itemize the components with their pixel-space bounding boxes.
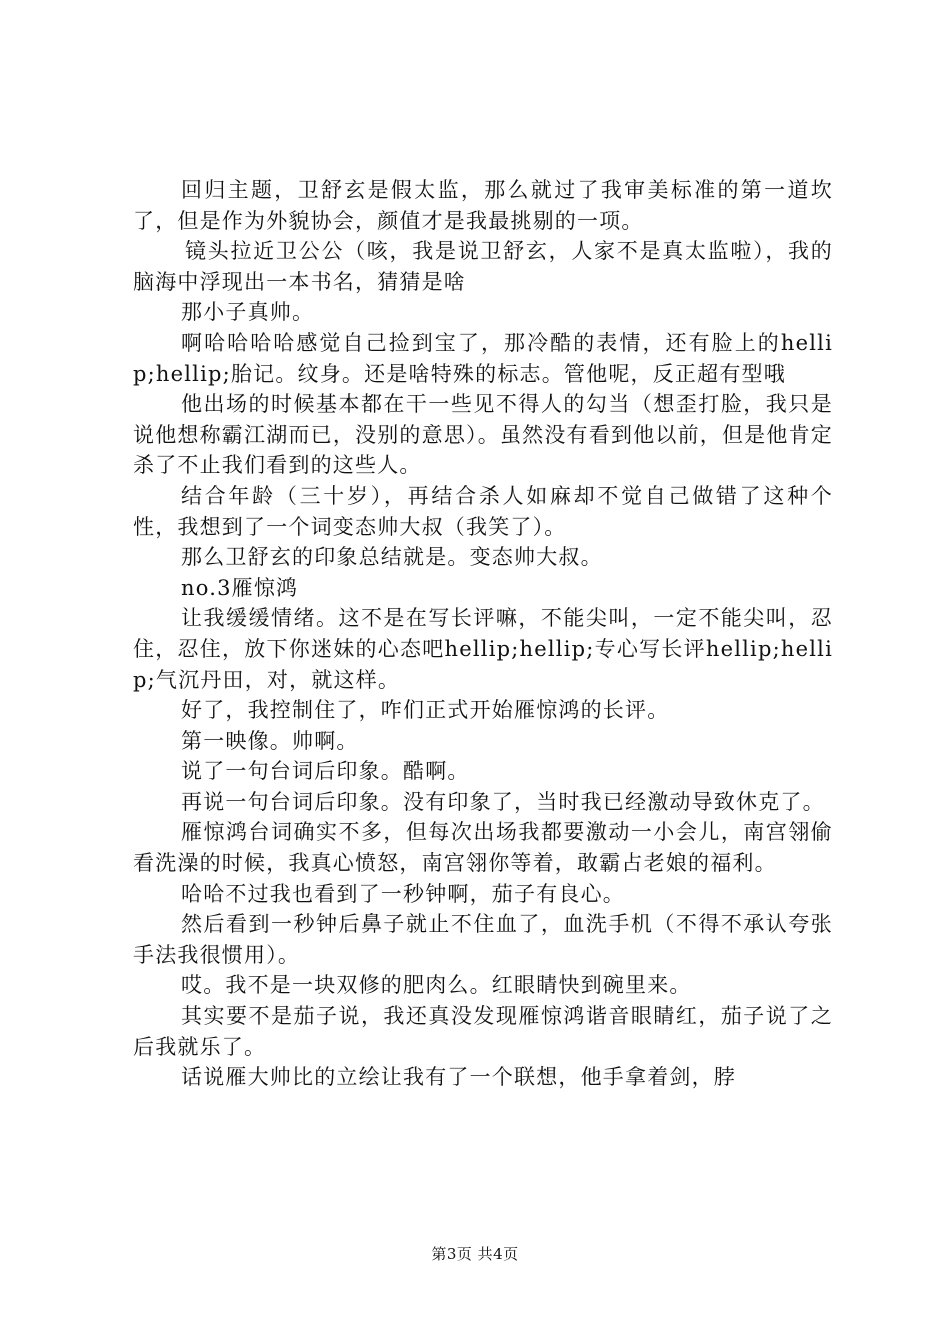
page-number-label: 第3页 共4页 xyxy=(431,1245,519,1263)
paragraph: 哈哈不过我也看到了一秒钟啊，茄子有良心。 xyxy=(181,881,625,906)
paragraph: 结合年龄（三十岁），再结合杀人如麻却不觉自己做错了这种个性，我想到了一个词变态帅大叔（我笑了）。 xyxy=(133,483,833,539)
article-body xyxy=(133,175,833,1093)
paragraph: 其实要不是茄子说，我还真没发现雁惊鸿谐音眼睛红，茄子说了之后我就乐了。 xyxy=(133,1004,833,1059)
paragraph: 那小子真帅。 xyxy=(181,300,315,325)
paragraph: 说了一句台词后印象。酷啊。 xyxy=(181,759,470,784)
paragraph: 啊哈哈哈哈感觉自己捡到宝了，那冷酷的表情，还有脸上的hellip;hellip;胎记。纹身。还是啥特殊的标志。管他呢，反正超有型哦 xyxy=(133,330,833,386)
paragraph: 回归主题，卫舒玄是假太监，那么就过了我审美标准的第一道坎了，但是作为外貌协会，颜值才是我最挑剔的一项。 xyxy=(133,178,833,233)
paragraph: 第一映像。帅啊。 xyxy=(181,728,359,753)
paragraph: 话说雁大帅比的立绘让我有了一个联想，他手拿着剑，脖 xyxy=(181,1065,736,1090)
paragraph: 然后看到一秒钟后鼻子就止不住血了，血洗手机（不得不承认夸张手法我很惯用）。 xyxy=(133,912,833,967)
section-heading: no.3雁惊鸿 xyxy=(181,575,299,600)
paragraph: 镜头拉近卫公公（咳，我是说卫舒玄，人家不是真太监啦），我的脑海中浮现出一本书名，猜猜是啥 xyxy=(133,239,833,294)
paragraph: 他出场的时候基本都在干一些见不得人的勾当（想歪打脸，我只是说他想称霸江湖而已，没别的意思）。虽然没有看到他以前，但是他肯定杀了不止我们看到的这些人。 xyxy=(133,392,833,478)
paragraph: 那么卫舒玄的印象总结就是。变态帅大叔。 xyxy=(181,545,603,570)
paragraph: 哎。我不是一块双修的肥肉么。红眼睛快到碗里来。 xyxy=(181,973,692,998)
paragraph: 再说一句台词后印象。没有印象了，当时我已经激动导致休克了。 xyxy=(181,789,825,814)
paragraph: 雁惊鸿台词确实不多，但每次出场我都要激动一小会儿，南宫翎偷看洗澡的时候，我真心愤怒，南宫翎你等着，敢霸占老娘的福利。 xyxy=(133,820,833,876)
page-footer xyxy=(0,1243,950,1264)
paragraph: 好了，我控制住了，咋们正式开始雁惊鸿的长评。 xyxy=(181,698,670,723)
paragraph: 让我缓缓情绪。这不是在写长评嘛，不能尖叫，一定不能尖叫，忍住，忍住，放下你迷妹的心态吧hellip;hellip;专心写长评hellip;hellip;气沉丹田，对，就这样。 xyxy=(133,606,833,692)
